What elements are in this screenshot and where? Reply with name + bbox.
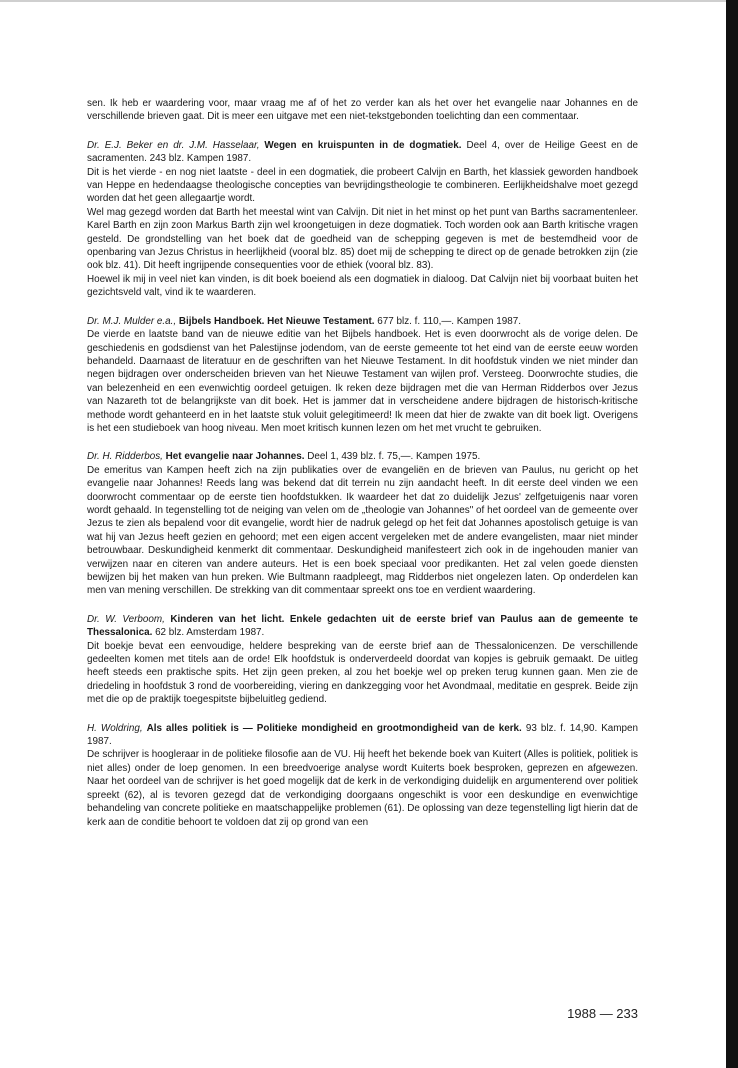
review-entry — [87, 450, 638, 597]
entry-heading — [87, 450, 638, 463]
entry-meta: 62 blz. Amsterdam 1987. — [155, 627, 265, 639]
intro-paragraph: sen. Ik heb er waardering voor, maar vraag me af of het zo verder kan als het over het evangelie naar Johannes en de verschillende brieven gaat. Dit is meer een uitgave met een niet-tekstgebonden toelichting dan een commentaar. — [87, 98, 638, 123]
scan-top-edge — [0, 0, 738, 2]
entry-paragraph: Dit boekje bevat een eenvoudige, heldere bespreking van de eerste brief aan de Thessalonicenzen. De verschillende gedeelten komen met titels aan de orde! Elk hoofdstuk is onderverdeeld doordat van kopjes is gebruik gemaakt. De uitleg heeft steeds een praktische spits. Het zijn geen preken, al zou het boekje wel op preken terug kunnen gaan. Men zie de driedeling in hoofdstuk 3 rond de voorbereiding, viering en dankzegging voor het Avondmaal, meditatie en gesprek. Beide zijn met die op de praktijk toegespitste bijbeluitleg gediend. — [87, 640, 638, 706]
entry-heading — [87, 613, 638, 640]
entry-paragraph: De emeritus van Kampen heeft zich na zijn publikaties over de evangeliën en de brieven van Paulus, nu gericht op het evangelie naar Johannes! Reeds lang was bekend dat dit terrein nu zijn aandacht heeft. In dit eerste deel vinden we een doorwrocht commentaar op de eerste tien hoofdstukken. Ik waardeer het dat zo duidelijk Jezus' zelfgetuigenis naar voren wordt gehaald. In tegenstelling tot de neiging van velen om de „theologie van Johannes" of het oordeel van de gemeente over Jezus te zien als bepalend voor dit evangelie, wordt hier de nadruk gelegd op het feit dat Johannes apostolisch getuige is van wat hij van Jezus heeft gezien en gehoord; met een eigen accent vergeleken met de andere evangelisten, maar niet minder betrouwbaar. Deskundigheid kenmerkt dit commentaar. Deskundigheid manifesteert zich ook in de ingehouden manier van verwijzen naar en citeren van andere auteurs. Het is een boek speciaal voor predikanten. Het zal velen goede diensten bewijzen bij het maken van hun preken. Wie Bultmann raadpleegt, mag Ridderbos niet ongelezen laten. Op onderdelen kan men van mening verschillen. De strekking van dit commentaar spreekt ons toe en verdient waardering. — [87, 464, 638, 597]
entry-title: Kinderen van het licht. Enkele gedachten uit de eerste brief van Paulus aan de gemeente te Thessalonica. — [87, 613, 638, 639]
entry-authors: Dr. E.J. Beker en dr. J.M. Hasselaar, — [87, 139, 260, 151]
entry-paragraph: Hoewel ik mij in veel niet kan vinden, is dit boek boeiend als een dogmatiek in dialoog. Dat Calvijn niet bij voorbaat buiten het gezichtsveld valt, vind ik te waarderen. — [87, 273, 638, 299]
entry-heading — [87, 139, 638, 166]
entry-title: Wegen en kruispunten in de dogmatiek. — [264, 139, 462, 151]
review-entry — [87, 139, 638, 300]
entry-meta: Deel 1, 439 blz. f. 75,—. Kampen 1975. — [307, 451, 481, 463]
entry-authors: H. Woldring, — [87, 722, 143, 734]
entry-meta: Deel 4, over de Heilige Geest en de sacramenten. 243 blz. Kampen 1987. — [87, 139, 639, 165]
entry-paragraph: De vierde en laatste band van de nieuwe editie van het Bijbels handboek. Het is even doorwrocht als de vorige delen. De geschiedenis en godsdienst van het Palestijnse jodendom, van de eerste gemeente tot het eind van de eerste eeuw worden behandeld. Daarnaast de literatuur en de geschriften van het Nieuwe Testament. In dit hoofdstuk vinden we niet minder dan negen bijdragen over onderscheiden brieven van het Nieuwe Testament van wijlen prof. Versteeg. Doorwrochte studies, die van belezenheid en een evenwichtig oordeel getuigen. Ik reken deze bijdragen met die van Herman Ridderbos over Jezus van Nazareth tot de belangrijkste van dit boek. Het is jammer dat in verscheidene andere bijdragen de historisch-kritische methode wordt gehanteerd en in het laatste stuk voluit gelegitimeerd! Ik meen dat hier de zwakte van dit boek ligt. Overigens is het een studieboek van hoog niveau. Men moet kritisch kunnen lezen om het met vrucht te gebruiken. — [87, 329, 638, 434]
scan-right-edge — [726, 0, 738, 1068]
review-entry — [87, 722, 638, 829]
entry-title: Bijbels Handboek. Het Nieuwe Testament. — [178, 315, 375, 327]
entry-paragraph: Wel mag gezegd worden dat Barth het meestal wint van Calvijn. Dit niet in het minst op het punt van Barths sacramentenleer. Karel Barth en zijn zoon Markus Barth zijn wel kroongetuigen in deze dogmatiek. Toch worden ook aan Barth kritische vragen gesteld. De grondstelling van het boek dat de goedheid van de schepping gegeven is met de bestemdheid voor de openbaring van Jezus Christus in heerlijkheid (vooral blz. 85) doet mij de schepping te direct op de genade betrokken zijn (zie ook blz. 41). Dit heeft ingrijpende consequenties voor de ethiek (vooral blz. 83). — [87, 206, 638, 272]
entry-meta: 93 blz. f. 14,90. Kampen 1987. — [87, 722, 638, 748]
entry-authors: Dr. W. Verboom, — [87, 613, 165, 625]
page-body — [87, 97, 638, 829]
entry-authors: Dr. H. Ridderbos, — [87, 451, 163, 463]
entry-heading — [87, 722, 638, 749]
entry-authors: Dr. M.J. Mulder e.a., — [87, 315, 177, 327]
entry-paragraph: Dit is het vierde - en nog niet laatste - deel in een dogmatiek, die probeert Calvijn en Barth, het klassiek geworden handboek van Heppe en hedendaagse theologische concepties van bevrijdingstheologie te combineren. Eerlijkheidshalve moet gezegd worden dat het geen allegaartje wordt. — [87, 166, 638, 205]
entry-heading — [87, 315, 638, 328]
entry-title: Het evangelie naar Johannes. — [165, 451, 305, 463]
review-entry — [87, 315, 638, 436]
entry-title: Als alles politiek is — Politieke mondigheid en grootmondigheid van de kerk. — [146, 722, 522, 734]
review-entry — [87, 613, 638, 707]
page-number: 1988 — 233 — [567, 1006, 638, 1021]
entry-paragraph: De schrijver is hoogleraar in de politieke filosofie aan de VU. Hij heeft het bekende boek van Kuitert (Alles is politiek, politiek is niet alles) onder de loep genomen. In een breedvoerige analyse wordt Kuiterts boek besproken, geprezen en afgewezen. Naar het oordeel van de schrijver is het goed mogelijk dat de kerk in de verkondiging duidelijk en argumenterend over politiek spreekt (62), al is tevoren gezegd dat de verkondiging doorgaans ongeschikt is voor een deskundige en evenwichtige behandeling van concrete politieke en maatschappelijke problemen (61). De oplossing van deze tegenstelling ligt hierin dat de kerk aan de conditie behoort te voldoen dat zij op grond van een — [87, 749, 638, 828]
entry-meta: 677 blz. f. 110,—. Kampen 1987. — [377, 315, 521, 327]
